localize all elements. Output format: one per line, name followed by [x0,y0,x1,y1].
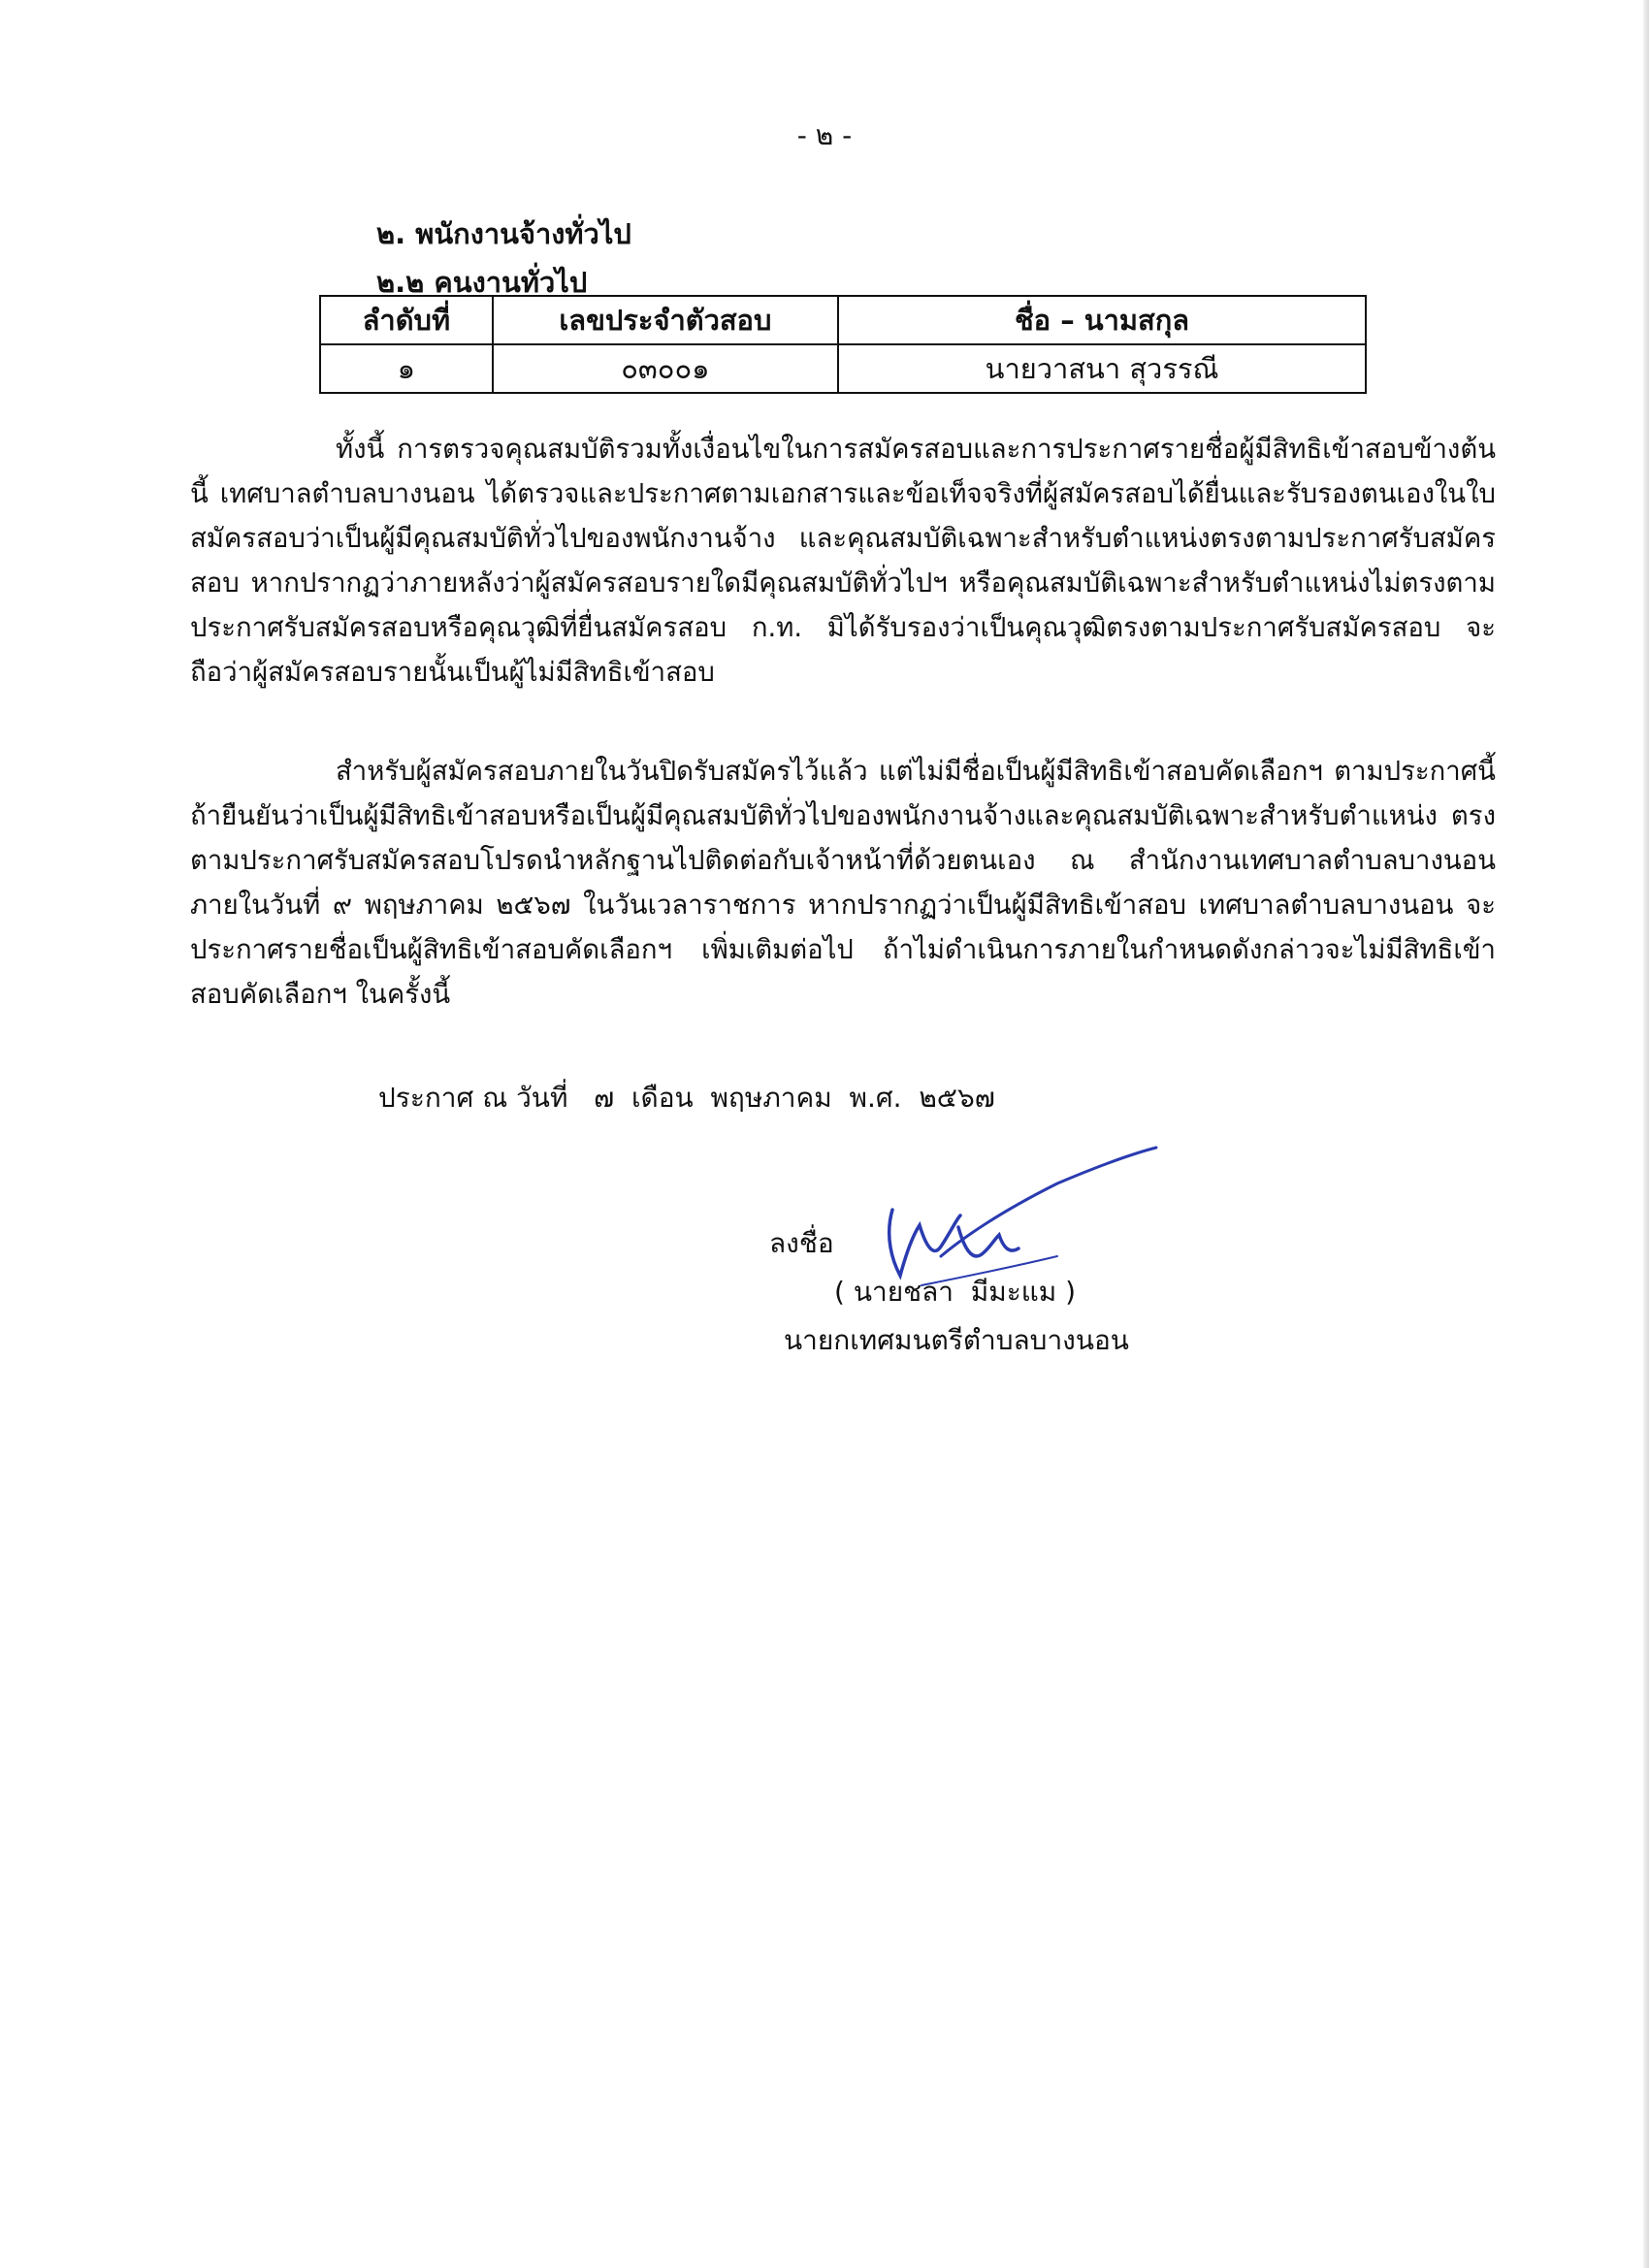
table-row [320,344,1366,393]
paragraph-qualification-check: ทั้งนี้ การตรวจคุณสมบัติรวมทั้งเงื่อนไขในการสมัครสอบและการประกาศรายชื่อผู้มีสิทธิเข้าสอบข้างต้นนี้ เทศบาลตำบลบางนอน ได้ตรวจและประกาศตามเอกสารและข้อเท็จจริงที่ผู้สมัครสอบได้ยื่นและรับรองตนเองในใบสมัครสอบว่าเป็นผู้มีคุณสมบัติทั่วไปของพนักงานจ้าง และคุณสมบัติเฉพาะสำหรับตำแหน่งตรงตามประกาศรับสมัครสอบ หากปรากฏว่าภายหลังว่าผู้สมัครสอบรายใดมีคุณสมบัติทั่วไปฯ หรือคุณสมบัติเฉพาะสำหรับตำแหน่งไม่ตรงตามประกาศรับสมัครสอบหรือคุณวุฒิที่ยื่นสมัครสอบ ก.ท. มิได้รับรองว่าเป็นคุณวุฒิตรงตามประกาศรับสมัครสอบ จะถือว่าผู้สมัครสอบรายนั้นเป็นผู้ไม่มีสิทธิเข้าสอบ [190,434,1496,688]
cell-full-name: นายวาสนา สุวรรณี [838,344,1366,393]
signer-title: นายกเทศมนตรีตำบลบางนอน [784,1324,1129,1356]
section-subheading: ๒.๒ คนงานทั่วไป [376,266,588,299]
candidate-table [319,295,1367,394]
signer-name: ( นายชลา มีมะแม ) [834,1276,1077,1308]
cell-exam-id: ๐๓๐๐๑ [493,344,838,393]
page-number: - ๒ - [796,119,853,151]
column-header-full-name: ชื่อ – นามสกุล [838,296,1366,344]
cell-order: ๑ [320,344,493,393]
paragraph-missing-applicants: สำหรับผู้สมัครสอบภายในวันปิดรับสมัครไว้แล้ว แต่ไม่มีชื่อเป็นผู้มีสิทธิเข้าสอบคัดเลือกฯ ตามประกาศนี้ ถ้ายืนยันว่าเป็นผู้มีสิทธิเข้าสอบหรือเป็นผู้มีคุณสมบัติทั่วไปของพนักงานจ้างและคุณสมบัติเฉพาะสำหรับตำแหน่ง ตรงตามประกาศรับสมัครสอบโปรดนำหลักฐานไปติดต่อกับเจ้าหน้าที่ด้วยตนเอง ณ สำนักงานเทศบาลตำบลบางนอน ภายในวันที่ ๙ พฤษภาคม ๒๕๖๗ ในวันเวลาราชการ หากปรากฏว่าเป็นผู้มีสิทธิเข้าสอบ เทศบาลตำบลบางนอน จะประกาศรายชื่อเป็นผู้สิทธิเข้าสอบคัดเลือกฯ เพิ่มเติมต่อไป ถ้าไม่ดำเนินการภายในกำหนดดังกล่าวจะไม่มีสิทธิเข้าสอบคัดเลือกฯ ในครั้งนี้ [190,756,1496,1010]
announcement-date: ประกาศ ณ วันที่ ๗ เดือน พฤษภาคม พ.ศ. ๒๕๖๗ [378,1082,995,1114]
column-header-exam-id: เลขประจำตัวสอบ [493,296,838,344]
scan-edge [1643,0,1649,2268]
table-header-row [320,296,1366,344]
column-header-order: ลำดับที่ [320,296,493,344]
sign-label: ลงชื่อ [769,1227,834,1259]
section-heading: ๒. พนักงานจ้างทั่วไป [376,217,631,250]
